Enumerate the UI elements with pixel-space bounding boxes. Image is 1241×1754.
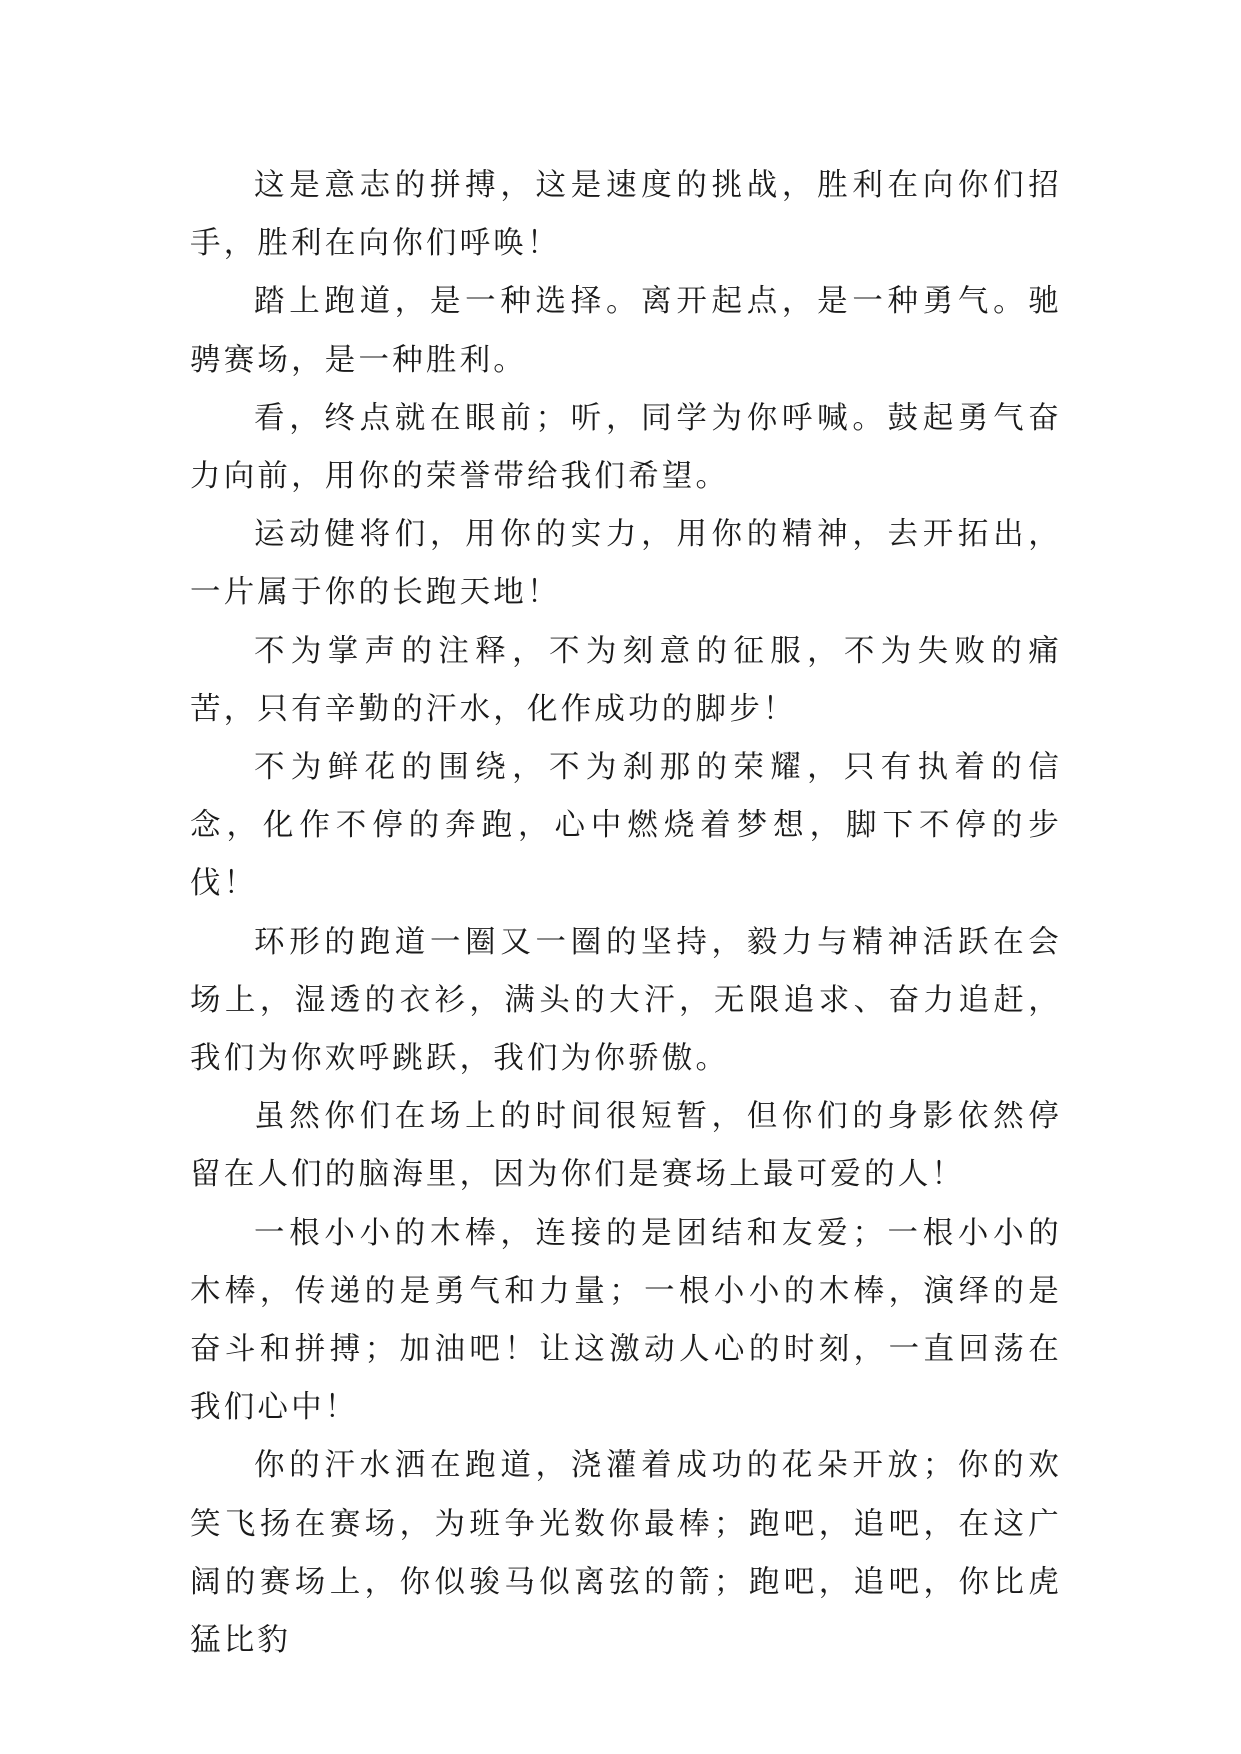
paragraph-3: 看，终点就在眼前；听，同学为你呼喊。鼓起勇气奋力向前，用你的荣誉带给我们希望。 xyxy=(190,400,1062,495)
paragraph-4: 运动健将们，用你的实力，用你的精神，去开拓出，一片属于你的长跑天地！ xyxy=(190,517,1062,611)
paragraph-2: 踏上跑道，是一种选择。离开起点，是一种勇气。驰骋赛场，是一种胜利。 xyxy=(190,284,1062,378)
paragraph-8: 虽然你们在场上的时间很短暂，但你们的身影依然停留在人们的脑海里，因为你们是赛场上最可爱的人！ xyxy=(190,1099,1062,1193)
paragraph-9: 一根小小的木棒，连接的是团结和友爱；一根小小的木棒，传递的是勇气和力量；一根小小的木棒，演绎的是奋斗和拼搏；加油吧！让这激动人心的时刻，一直回荡在我们心中！ xyxy=(190,1215,1062,1426)
paragraph-5: 不为掌声的注释，不为刻意的征服，不为失败的痛苦，只有辛勤的汗水，化作成功的脚步！ xyxy=(190,633,1062,727)
paragraph-6: 不为鲜花的围绕，不为刹那的荣耀，只有执着的信念，化作不停的奔跑，心中燃烧着梦想，脚下不停的步伐！ xyxy=(190,750,1062,902)
paragraph-7: 环形的跑道一圈又一圈的坚持，毅力与精神活跃在会场上，湿透的衣衫，满头的大汗，无限追求、奋力追赶，我们为你欢呼跳跃，我们为你骄傲。 xyxy=(190,924,1062,1077)
paragraph-1: 这是意志的拼搏，这是速度的挑战，胜利在向你们招手，胜利在向你们呼唤！ xyxy=(190,168,1062,262)
paragraph-10: 你的汗水洒在跑道，浇灌着成功的花朵开放；你的欢笑飞扬在赛场，为班争光数你最棒；跑吧，追吧，在这广阔的赛场上，你似骏马似离弦的箭；跑吧，追吧，你比虎猛比豹 xyxy=(190,1448,1062,1659)
document-body xyxy=(190,157,1062,1670)
